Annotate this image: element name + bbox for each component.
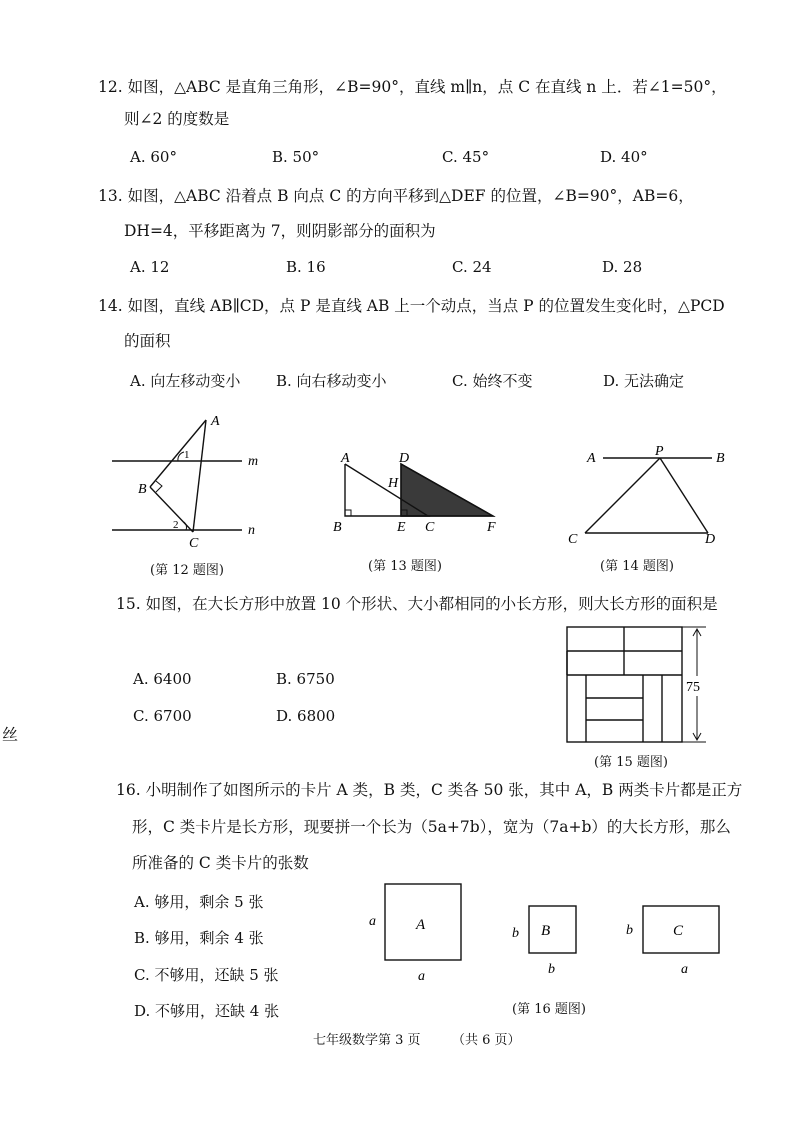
fig14-label-p: P xyxy=(655,444,664,459)
q13-option-c: C. 24 xyxy=(452,258,492,276)
q15-option-c: C. 6700 xyxy=(133,707,192,725)
q12-line2: 则∠2 的度数是 xyxy=(124,110,230,128)
fig15-height-label: 75 xyxy=(686,680,700,695)
q14-line2: 的面积 xyxy=(124,332,171,350)
fig12-label-m: m xyxy=(248,454,259,469)
fig12-label-b: B xyxy=(138,482,147,497)
card-c-bottom-label: a xyxy=(681,962,688,977)
fig13-label-f: F xyxy=(487,520,496,535)
q12-option-d: D. 40° xyxy=(600,148,648,166)
fig13-label-h: H xyxy=(388,476,399,491)
q14-line1: 14. 如图，直线 AB∥CD，点 P 是直线 AB 上一个动点，当点 P 的位置发生变化时，△PCD xyxy=(98,297,725,315)
card-a-side-label: a xyxy=(369,914,376,929)
segment-pc xyxy=(585,458,660,533)
margin-mark: 丝 xyxy=(2,725,19,744)
q13-option-d: D. 28 xyxy=(602,258,643,276)
fig13-label-a: A xyxy=(341,451,350,466)
fig12-label-a: A xyxy=(211,414,220,429)
q15-line1: 15. 如图，在大长方形中放置 10 个形状、大小都相同的小长方形，则大长方形的面积是 xyxy=(116,595,718,613)
fig12-caption: (第 12 题图) xyxy=(150,563,224,578)
card-a-name: A xyxy=(416,917,426,933)
segment-ac xyxy=(193,420,206,532)
q14-option-c: C. 始终不变 xyxy=(452,372,533,390)
fig13-label-d: D xyxy=(399,451,410,466)
fig13-caption: (第 13 题图) xyxy=(368,559,442,574)
card-b-side-label: b xyxy=(512,926,519,941)
fig14-caption: (第 14 题图) xyxy=(600,559,674,574)
segment-ab xyxy=(150,420,206,487)
page-number: 七年级数学第 3 页 xyxy=(313,1033,421,1048)
q12-option-b: B. 50° xyxy=(272,148,320,166)
q12-option-a: A. 60° xyxy=(130,148,177,166)
right-angle-mark-b13 xyxy=(345,510,351,516)
fig12-label-angle-1: 1 xyxy=(184,449,190,461)
segment-pd xyxy=(660,458,708,533)
page-total: （共 6 页） xyxy=(452,1033,521,1048)
q16-line2: 形，C 类卡片是长方形，现要拼一个长为（5a+7b），宽为（7a+b）的大长方形，那么 xyxy=(132,818,731,836)
card-b-bottom-label: b xyxy=(548,962,555,977)
fig15-caption: (第 15 题图) xyxy=(594,755,668,770)
fig14-label-a: A xyxy=(587,451,596,466)
fig12-label-n: n xyxy=(248,523,255,538)
fig13-label-c: C xyxy=(425,520,435,535)
q16-option-d: D. 不够用，还缺 4 张 xyxy=(134,1002,280,1020)
card-a-bottom-label: a xyxy=(418,969,425,984)
fig13-label-e: E xyxy=(397,520,406,535)
fig16-caption: (第 16 题图) xyxy=(512,1002,586,1017)
fig12-label-c: C xyxy=(189,536,199,551)
q14-option-d: D. 无法确定 xyxy=(603,372,685,390)
q15-option-d: D. 6800 xyxy=(276,707,336,725)
card-c-name: C xyxy=(673,923,684,939)
q16-option-b: B. 够用，剩余 4 张 xyxy=(134,929,264,947)
q12-option-c: C. 45° xyxy=(442,148,490,166)
q16-line1: 16. 小明制作了如图所示的卡片 A 类，B 类，C 类各 50 张，其中 A，B 两类卡片都是正方 xyxy=(116,781,743,799)
card-c-side-label: b xyxy=(626,923,633,938)
q14-option-a: A. 向左移动变小 xyxy=(130,372,241,390)
q12-line1: 12. 如图，△ABC 是直角三角形，∠B=90°，直线 m∥n，点 C 在直线 n 上．若∠1=50°， xyxy=(98,78,727,96)
q16-option-c: C. 不够用，还缺 5 张 xyxy=(134,966,279,984)
fig12-label-angle-2: 2 xyxy=(173,519,179,531)
q16-line3: 所准备的 C 类卡片的张数 xyxy=(132,854,309,872)
q14-option-b: B. 向右移动变小 xyxy=(276,372,387,390)
fig14-label-c: C xyxy=(568,532,578,547)
right-angle-mark-b xyxy=(156,481,162,492)
q15-option-b: B. 6750 xyxy=(276,670,335,688)
card-b xyxy=(529,906,576,953)
q13-option-a: A. 12 xyxy=(130,258,170,276)
q13-line2: DH=4，平移距离为 7，则阴影部分的面积为 xyxy=(124,222,436,240)
q13-line1: 13. 如图，△ABC 沿着点 B 向点 C 的方向平移到△DEF 的位置，∠B=90°，AB=6， xyxy=(98,187,694,205)
q13-option-b: B. 16 xyxy=(286,258,326,276)
fig14-label-b: B xyxy=(716,451,725,466)
card-b-name: B xyxy=(541,923,551,939)
fig13-label-b: B xyxy=(333,520,342,535)
q16-option-a: A. 够用，剩余 5 张 xyxy=(134,893,264,911)
q15-option-a: A. 6400 xyxy=(133,670,192,688)
fig14-label-d: D xyxy=(705,532,716,547)
